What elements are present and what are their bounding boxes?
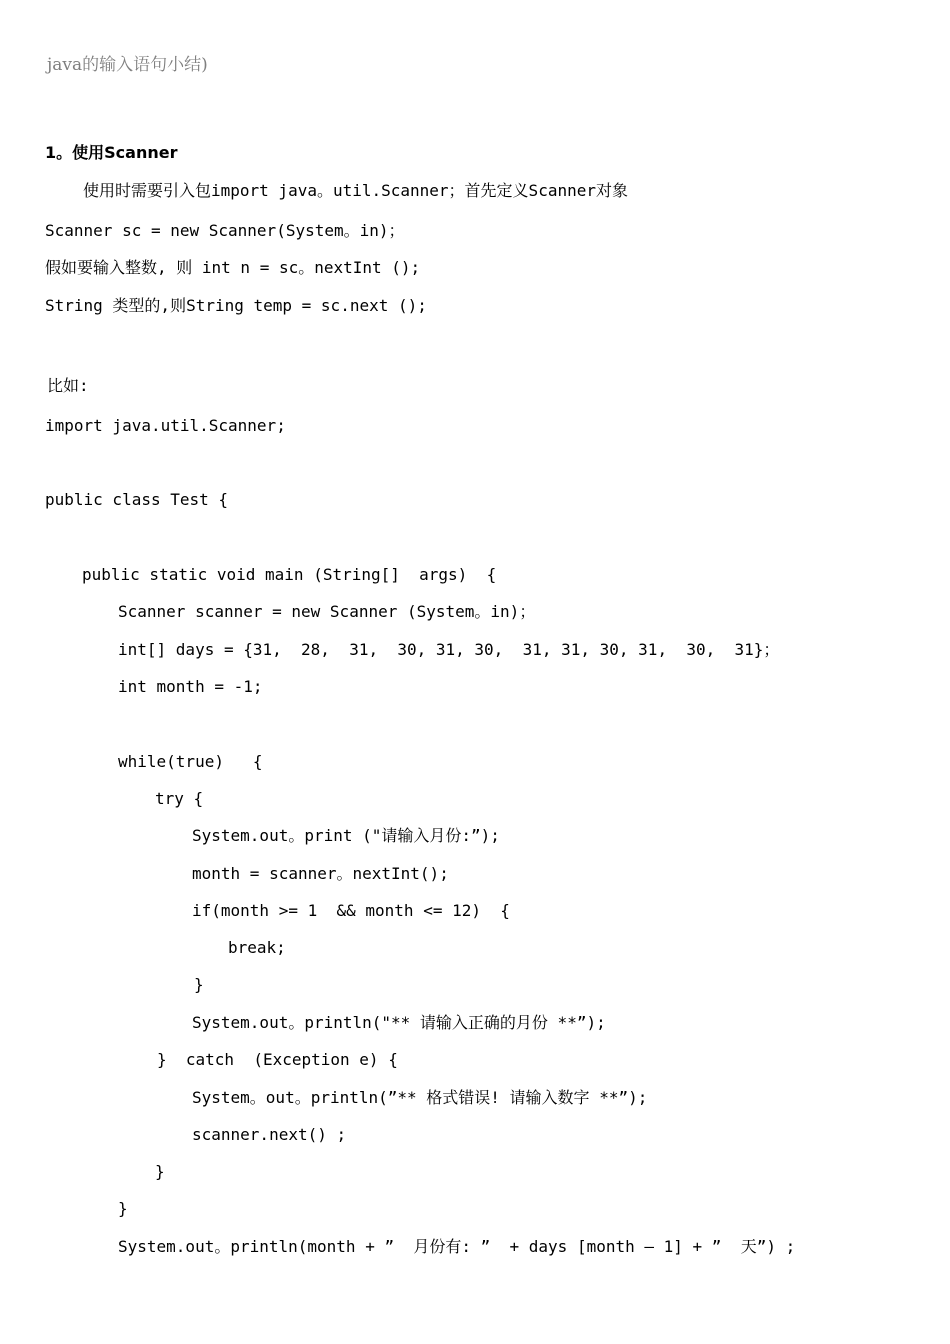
code-line: public static void main (String[] args) {	[82, 565, 497, 584]
example-label: 比如:	[47, 376, 89, 395]
code-line: }	[194, 975, 204, 994]
code-line: System.out。println("** 请输入正确的月份 **”);	[192, 1013, 606, 1032]
code-line: try {	[155, 789, 204, 808]
code-line: System。out。println(”** 格式错误! 请输入数字 **”);	[192, 1088, 648, 1107]
document-title: java的输入语句小结)	[47, 55, 208, 75]
code-line: import java.util.Scanner;	[45, 416, 286, 435]
code-line: String 类型的,则String temp = sc.next ();	[45, 296, 427, 315]
code-line: public class Test {	[45, 490, 229, 509]
intro-text-line: 使用时需要引入包import java。util.Scanner；首先定义Scanner对象	[83, 181, 628, 200]
code-line: System.out。print ("请输入月份:”);	[192, 826, 500, 845]
code-line: }	[155, 1162, 165, 1181]
code-line: System.out。println(month + ” 月份有: ” + days [month — 1] + ” 天”) ;	[118, 1237, 796, 1256]
code-line: break;	[228, 938, 286, 957]
code-line: scanner.next() ;	[192, 1125, 347, 1144]
code-line: Scanner scanner = new Scanner (System。in)；	[118, 602, 536, 621]
code-line: int[] days = {31, 28, 31, 30, 31, 30, 31, 31, 30, 31, 30, 31}；	[118, 640, 780, 659]
code-line: } catch (Exception e) {	[157, 1050, 398, 1069]
code-line: if(month >= 1 && month <= 12) {	[192, 901, 510, 920]
section-heading: 1。使用Scanner	[45, 143, 178, 162]
code-line: month = scanner。nextInt();	[192, 864, 449, 883]
code-line: while(true) {	[118, 752, 263, 771]
code-line: }	[118, 1199, 128, 1218]
code-line: Scanner sc = new Scanner(System。in)；	[45, 221, 405, 240]
code-line: int month = -1;	[118, 677, 263, 696]
code-line: 假如要输入整数, 则 int n = sc。nextInt ();	[45, 258, 421, 277]
